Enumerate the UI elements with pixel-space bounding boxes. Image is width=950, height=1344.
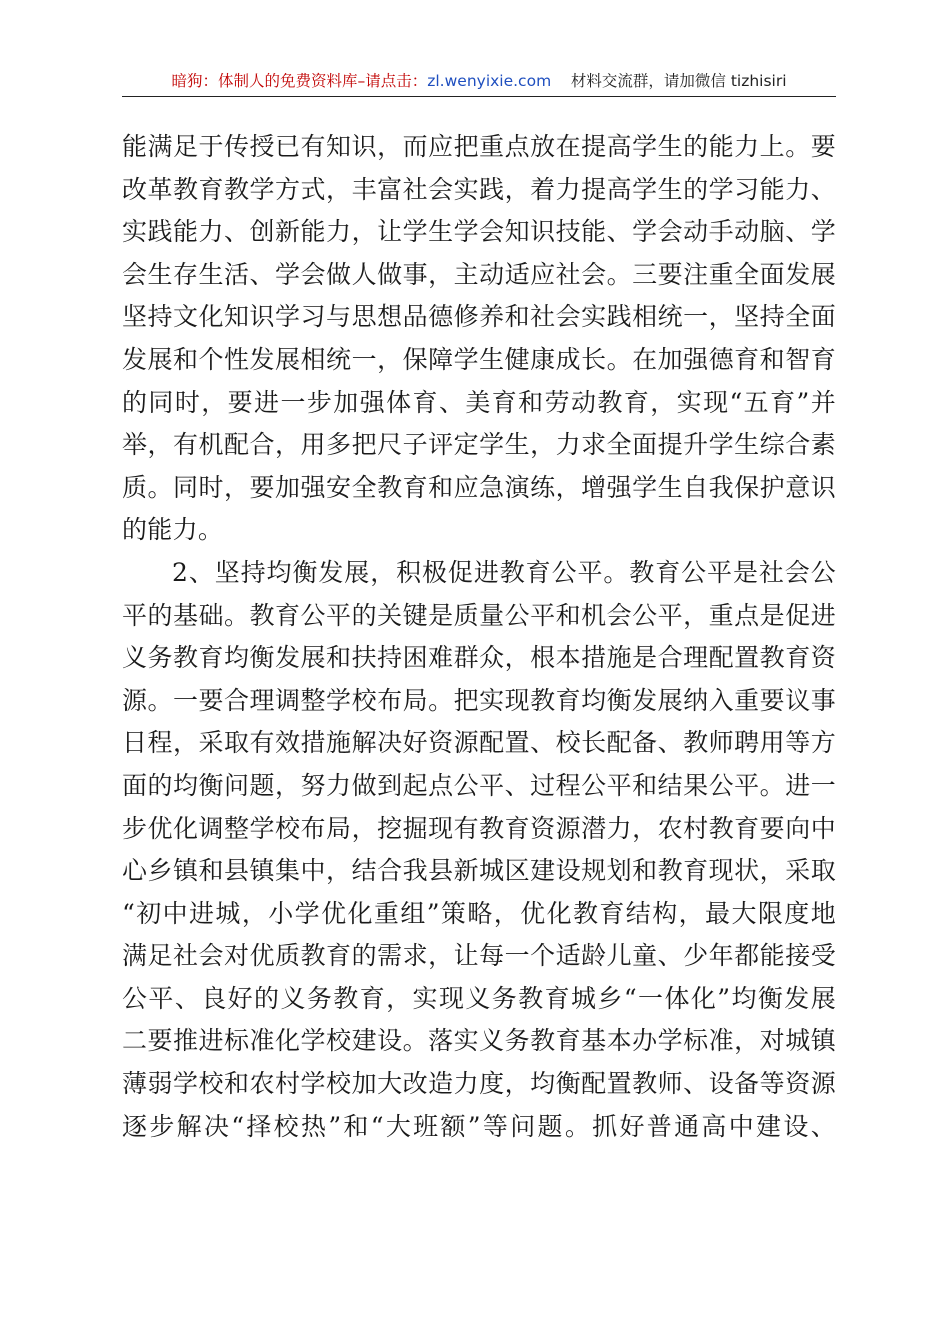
- text-line: 会生存生活、学会做人做事，主动适应社会。三要注重全面发展: [122, 259, 836, 289]
- header-prompt: –请点击：: [357, 72, 428, 90]
- document-body: [122, 126, 836, 1148]
- text-line: 源。一要合理调整学校布局。把实现教育均衡发展纳入重要议事: [122, 685, 836, 715]
- header-divider: [122, 96, 836, 97]
- text-line: 满足社会对优质教育的需求，让每一个适龄儿童、少年都能接受: [122, 941, 836, 971]
- text-line: 举，有机配合，用多把尺子评定学生，力求全面提升学生综合素: [122, 430, 836, 460]
- text-line: 薄弱学校和农村学校加大改造力度，均衡配置教师、设备等资源: [122, 1069, 836, 1099]
- text-line: 平的基础。教育公平的关键是质量公平和机会公平，重点是促进: [122, 600, 836, 630]
- paragraph-start-line: 2、坚持均衡发展，积极促进教育公平。教育公平是社会公: [172, 557, 836, 587]
- text-line: 二要推进标准化学校建设。落实义务教育基本办学标准，对城镇: [122, 1026, 836, 1056]
- text-line: 面的均衡问题，努力做到起点公平、过程公平和结果公平。进一: [122, 770, 836, 800]
- text-line: 公平、良好的义务教育，实现义务教育城乡“一体化”均衡发展: [122, 983, 836, 1013]
- text-line: 质。同时，要加强安全教育和应急演练，增强学生自我保护意识: [122, 472, 836, 502]
- header-contact: 材料交流群，请加微信 tizhisiri: [570, 72, 787, 90]
- text-line: 逐步解决“择校热”和“大班额”等问题。抓好普通高中建设、: [122, 1111, 836, 1141]
- text-line: 日程，采取有效措施解决好资源配置、校长配备、教师聘用等方: [122, 728, 836, 758]
- text-line: 的同时，要进一步加强体育、美育和劳动教育，实现“五育”并: [122, 387, 836, 417]
- text-line: “初中进城，小学优化重组”策略，优化教育结构，最大限度地: [122, 898, 836, 928]
- text-line: 心乡镇和县镇集中，结合我县新城区建设规划和教育现状，采取: [122, 856, 836, 886]
- page-header: [122, 68, 836, 94]
- header-brand: 暗狗：体制人的免费资料库: [171, 72, 358, 90]
- text-line: 发展和个性发展相统一，保障学生健康成长。在加强德育和智育: [122, 344, 836, 374]
- text-line: 能满足于传授已有知识，而应把重点放在提高学生的能力上。要: [122, 132, 836, 161]
- header-url-link[interactable]: zl.wenyixie.com: [427, 72, 552, 90]
- text-line: 步优化调整学校布局，挖掘现有教育资源潜力，农村教育要向中: [122, 813, 836, 843]
- text-line: 坚持文化知识学习与思想品德修养和社会实践相统一，坚持全面: [122, 302, 836, 332]
- text-line: 改革教育教学方式，丰富社会实践，着力提高学生的学习能力、: [122, 174, 836, 204]
- text-line: 义务教育均衡发展和扶持困难群众，根本措施是合理配置教育资: [122, 643, 836, 673]
- text-line: 的能力。: [122, 515, 224, 545]
- text-line: 实践能力、创新能力，让学生学会知识技能、学会动手动脑、学: [122, 217, 836, 247]
